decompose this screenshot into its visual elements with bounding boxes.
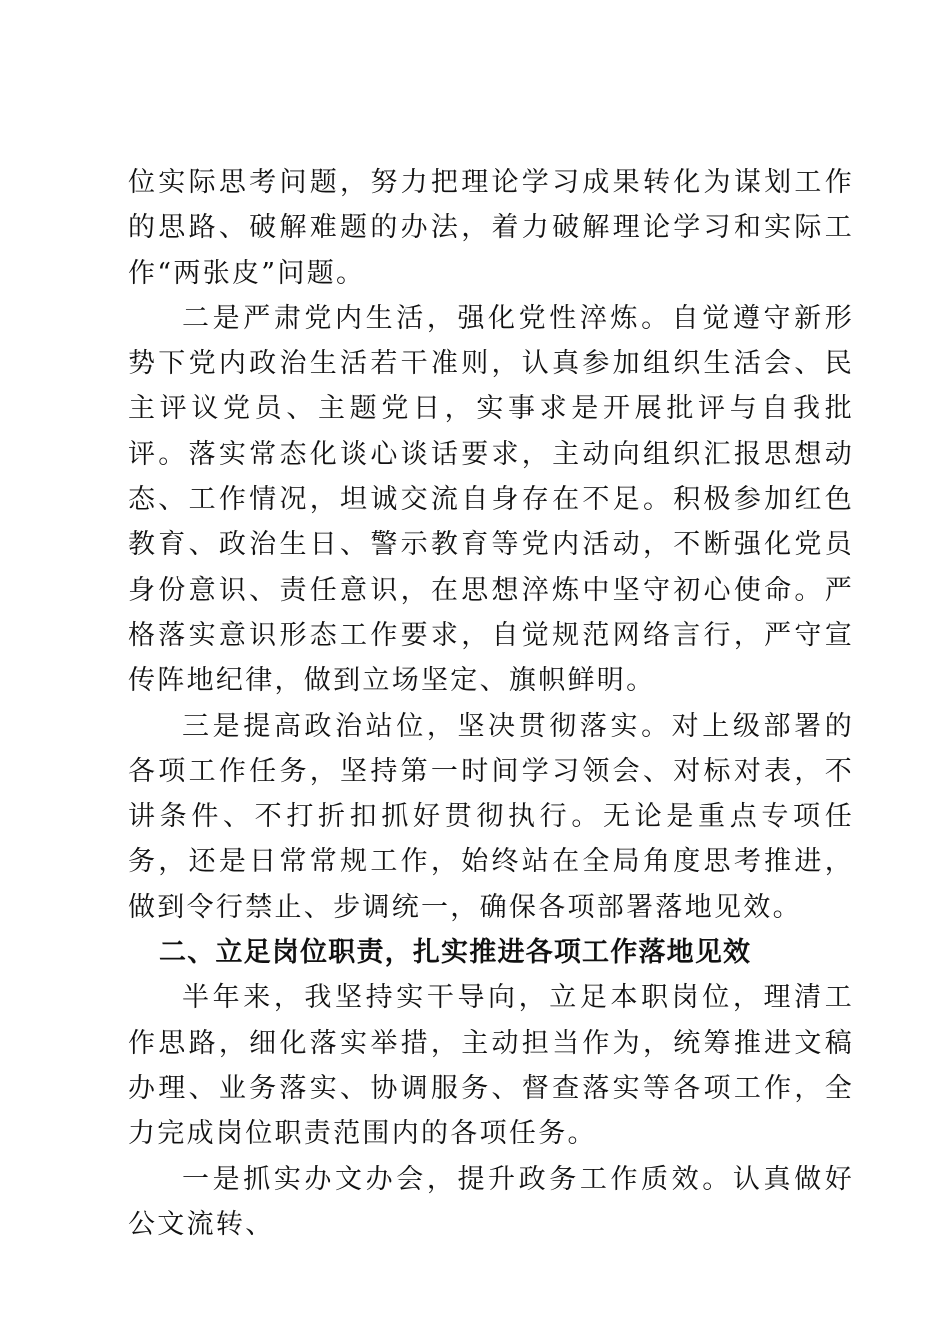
- paragraph-half-year-summary: 半年来，我坚持实干导向，立足本职岗位，理清工作思路，细化落实举措，主动担当作为，统筹推进文稿办理、业务落实、协调服务、督查落实等各项工作，全力完成岗位职责范围内的各项任务。: [128, 982, 854, 1150]
- document-body: [128, 160, 854, 1247]
- paragraph-continuation: 位实际思考问题，努力把理论学习成果转化为谋划工作的思路、破解难题的办法，着力破解理论学习和实际工作“两张皮”问题。: [128, 167, 854, 289]
- paragraph-strict-party-life: 二是严肃党内生活，强化党性淬炼。自觉遵守新形势下党内政治生活若干准则，认真参加组织生活会、民主评议党员、主题党日，实事求是开展批评与自我批评。落实常态化谈心谈话要求，主动向组织汇报思想动态、工作情况，坦诚交流自身存在不足。积极参加红色教育、政治生日、警示教育等党内活动，不断强化党员身份意识、责任意识，在思想淬炼中坚守初心使命。严格落实意识形态工作要求，自觉规范网络言行，严守宣传阵地纪律，做到立场坚定、旗帜鲜明。: [128, 302, 854, 697]
- paragraph-documents-meetings: 一是抓实办文办会，提升政务工作质效。认真做好公文流转、: [128, 1163, 854, 1240]
- paragraph-political-standing: 三是提高政治站位，坚决贯彻落实。对上级部署的各项工作任务，坚持第一时间学习领会、对标对表，不讲条件、不打折扣抓好贯彻执行。无论是重点专项任务，还是日常常规工作，始终站在全局角度思考推进，做到令行禁止、步调统一，确保各项部署落地见效。: [128, 710, 854, 923]
- section-heading-2: 二、立足岗位职责，扎实推进各项工作落地见效: [159, 937, 752, 969]
